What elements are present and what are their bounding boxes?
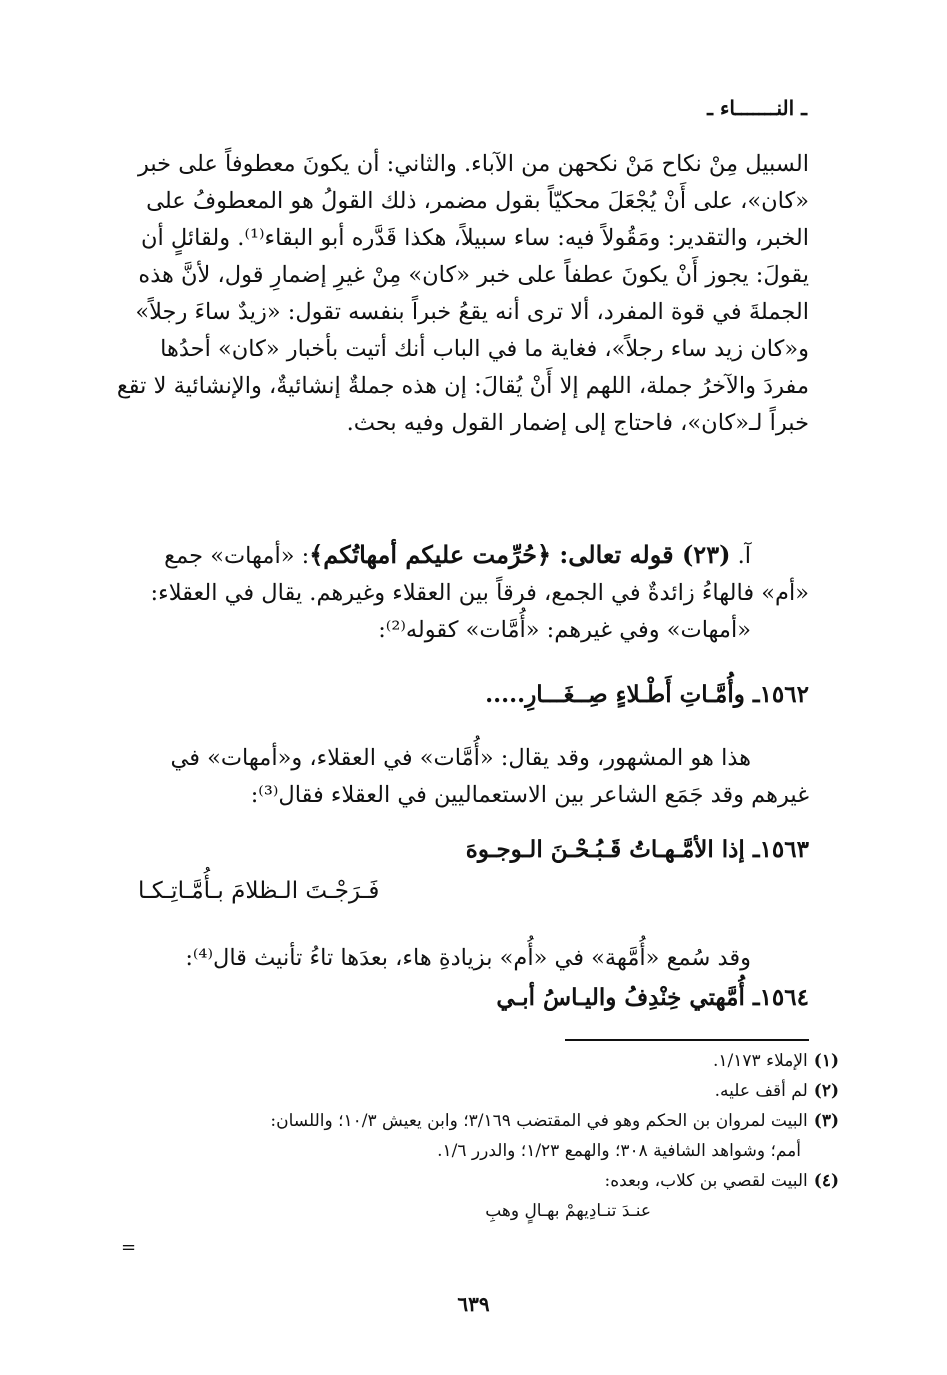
page-number: ٦٣٩ [457, 1292, 490, 1316]
quran-heading: (٢٣) قوله تعالى: ﴿حُرِّمت عليكم أمهاتُكم﴾ [309, 540, 731, 569]
paragraph-3 [113, 740, 809, 814]
footnote-text: البيت لقصي بن كلاب، وبعده: [604, 1171, 808, 1191]
text-line: خبراً لـ«كان»، فاحتاج إلى إضمار القول وفيه بحث. [346, 410, 809, 436]
paragraph-1 [113, 146, 809, 442]
text-line: الخبر، والتقدير: ومَقُولاً فيه: ساء سبيلاً، هكذا قَدَّره أبو البقاء⁽¹⁾. ولقائلٍ أن [140, 225, 809, 251]
paragraph-4: وقد سُمع «أُمَّهة» في «أُم» بزيادةِ هاء، بعدَها تاءُ تأنيث قال⁽⁴⁾: [185, 945, 751, 971]
footnote-3 [109, 1106, 839, 1136]
text-line: يقولَ: يجوز أَنْ يكونَ عطفاً على خبر «كان» مِنْ غيرِ إضمارِ قول، لأنَّ هذه [138, 262, 809, 288]
footnote-divider [565, 1039, 809, 1041]
text-line: و«كان زيد ساء رجلاً»، فغاية ما في الباب أنك أتيت بأخبار «كان» أحدُها [160, 336, 809, 362]
section-lead: آ. [730, 543, 751, 569]
text-line: غيرهم وقد جَمَع الشاعر بين الاستعماليين في العقلاء فقال⁽³⁾: [250, 782, 809, 808]
text-line: مفردَ والآخرُ جملة، اللهم إلا أَنْ يُقالَ: إن هذه جملةٌ إنشائيةٌ، والإنشائية لا تقع [116, 373, 809, 399]
footnote-number: (٤) [813, 1171, 839, 1191]
running-header: ـ النـــــــاء ـ [707, 96, 807, 120]
verse-1562: ١٥٦٢ـ وأُمَّـاتِ أَطْـلاءٍ صِــغَـــارِ..... [485, 681, 809, 708]
verse-1563-first: ١٥٦٣ـ إذا الأمَّـهـاتُ قَـبُـحْـنَ الـوجـوهَ [465, 836, 809, 863]
footnote-4 [109, 1166, 839, 1196]
verse-heading-line [113, 536, 809, 575]
text-line: هذا هو المشهور، وقد يقال: «أُمَّات» في العقلاء، و«أمهات» في [170, 745, 751, 771]
footnote-text: البيت لمروان بن الحكم وهو في المقتضب ٣/١٦٩؛ وابن يعيش ١٠/٣؛ واللسان: [270, 1111, 808, 1131]
footnote-text: لم أقف عليه. [714, 1081, 808, 1101]
footnote-number: (٣) [813, 1111, 839, 1131]
footnote-text: الإملاء ١/١٧٣. [713, 1051, 808, 1071]
footnote-number: (٢) [813, 1081, 839, 1101]
footnote-3-continued: أمم؛ وشواهد الشافية ٣٠٨؛ والهمع ١/٢٣؛ والدرر ١/٦. [437, 1141, 801, 1161]
footnote-number: (١) [813, 1051, 839, 1071]
continuation-mark: = [121, 1237, 137, 1258]
text-line: «كان»، على أَنْ يُجْعَلَ محكيّاً بقول مضمر، ذلك القولُ هو المعطوفُ على [146, 188, 809, 214]
footnotes [109, 1046, 839, 1226]
text-line: السبيل مِنْ نكاح مَنْ نكحهن من الآباء. والثاني: أن يكونَ معطوفاً على خبر [137, 151, 809, 177]
text-line: الجملةَ في قوة المفرد، ألا ترى أنه يقعُ خبراً بنفسه تقول: «زيدٌ ساءَ رجلاً» [135, 299, 809, 325]
paragraph-2 [113, 536, 809, 649]
footnote-4-verse: عنـدَ تنـادِيهمْ بهـالٍ وهبِ [485, 1201, 651, 1221]
text-line: «أمهات» وفي غيرهم: «أُمَّات» كقوله⁽²⁾: [378, 617, 751, 643]
verse-1564: ١٥٦٤ـ أُمَّهتي خِنْدِفُ واليـاسُ أبـي [496, 984, 809, 1011]
verse-1563-second: فَـرَجْـتَ الـظلامَ بـأُمَّـاتِـكـا [138, 878, 380, 904]
footnote-2 [109, 1076, 839, 1106]
heading-rest: : «أمهات» جمع [164, 543, 310, 569]
text-line: «أم» فالهاءُ زائدةٌ في الجمع، فرقاً بين العقلاء وغيرهم. يقال في العقلاء: [150, 580, 809, 606]
footnote-1 [109, 1046, 839, 1076]
